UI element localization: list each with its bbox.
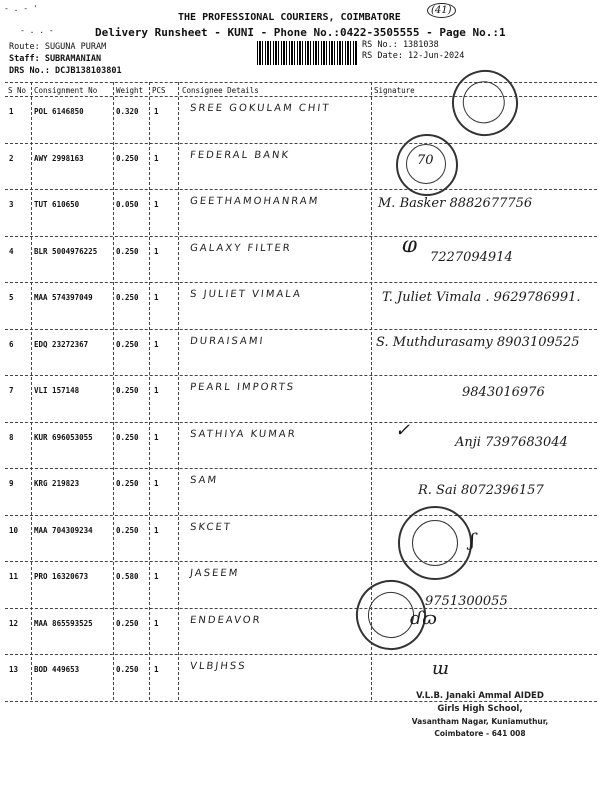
- row-weight: 0.250: [116, 339, 139, 349]
- row-consignment-no: MAA 865593525: [34, 618, 93, 628]
- page-subtitle: Delivery Runsheet - KUNI - Phone No.:0422-3505555 - Page No.:1: [95, 26, 506, 39]
- row-consignment-no: MAA 574397049: [34, 293, 93, 302]
- row-signature: 9843016976: [462, 385, 545, 400]
- row-divider: [5, 654, 597, 655]
- row-consignee: JASEEM: [189, 568, 240, 579]
- signature-scribble-icon: ɗɷ: [410, 608, 438, 629]
- row-pcs: 1: [154, 525, 159, 535]
- seal-stamp-icon: [396, 134, 458, 196]
- corner-mark: - . - ': [4, 4, 38, 13]
- row-consignment-no: TUT 610650: [34, 200, 80, 209]
- title-badge: (41): [427, 3, 456, 18]
- row-signature: Anji 7397683044: [455, 435, 568, 450]
- row-pcs: 1: [154, 386, 159, 395]
- row-consignee: S JULIET VIMALA: [189, 289, 303, 300]
- column-header-consignee: Consignee Details: [182, 86, 259, 95]
- row-weight: 0.250: [116, 153, 139, 163]
- row-weight: 0.250: [116, 246, 139, 256]
- row-signature: T. Juliet Vimala . 9629786991.: [382, 290, 581, 305]
- row-pcs: 1: [154, 432, 159, 442]
- row-consignment-no: BLR 5004976225: [34, 246, 98, 256]
- row-signature: 9751300055: [425, 594, 508, 609]
- rs-date: RS Date: 12-Jun-2024: [362, 51, 465, 61]
- row-divider: [5, 422, 597, 423]
- row-sno: 2: [9, 153, 14, 163]
- row-consignee: SATHIYA KUMAR: [189, 428, 298, 440]
- row-divider: [5, 561, 597, 562]
- column-header-consignment: Consignment No: [34, 86, 98, 95]
- row-sno: 8: [9, 432, 14, 442]
- row-divider: [5, 236, 597, 237]
- row-pcs: 1: [154, 153, 159, 163]
- row-weight: 0.250: [116, 479, 139, 488]
- row-pcs: 1: [154, 479, 159, 488]
- row-signature: S. Muthdurasamy 8903109525: [376, 335, 580, 350]
- signature-scribble-icon: ʃ: [470, 530, 475, 551]
- row-pcs: 1: [154, 293, 159, 302]
- row-sno: 4: [9, 246, 14, 256]
- row-weight: 0.250: [116, 525, 139, 535]
- row-weight: 0.250: [116, 618, 139, 628]
- row-consignment-no: POL 6146850: [34, 107, 84, 116]
- row-divider: [5, 468, 597, 469]
- signature-scribble-icon: ✓: [395, 420, 411, 441]
- row-weight: 0.580: [116, 572, 139, 581]
- school-stamp-line3: Vasantham Nagar, Kuniamuthur,: [411, 717, 549, 726]
- row-pcs: 1: [154, 246, 159, 256]
- row-sno: 3: [9, 200, 14, 209]
- column-header-sno: S No: [8, 86, 27, 95]
- row-sno: 10: [9, 525, 19, 535]
- row-consignment-no: AWY 2998163: [34, 153, 84, 163]
- row-consignee: SREE GOKULAM CHIT: [189, 103, 331, 114]
- corner-mark-2: - . . -: [20, 26, 54, 35]
- drs-number: DRS No.: DCJB138103801: [9, 66, 122, 76]
- row-consignee: VLBJHSS: [189, 661, 248, 672]
- page-title: THE PROFESSIONAL COURIERS, COIMBATORE: [178, 12, 401, 23]
- row-sno: 1: [9, 107, 14, 116]
- row-weight: 0.320: [116, 107, 139, 116]
- college-stamp-icon: [398, 506, 472, 580]
- row-divider: [5, 515, 597, 516]
- row-weight: 0.250: [116, 432, 139, 442]
- row-signature: 7227094914: [430, 250, 513, 265]
- rs-number: RS No.: 1381038: [362, 40, 439, 50]
- row-sno: 6: [9, 339, 14, 349]
- row-pcs: 1: [154, 107, 159, 116]
- column-header-pcs: PCS: [152, 86, 166, 95]
- row-pcs: 1: [154, 572, 159, 581]
- row-sno: 5: [9, 293, 14, 302]
- row-consignee: FEDERAL BANK: [189, 149, 291, 161]
- column-header-signature: Signature: [374, 86, 415, 95]
- row-divider: [5, 375, 597, 376]
- row-consignee: GALAXY FILTER: [189, 242, 293, 254]
- row-consignee: ENDEAVOR: [189, 614, 263, 626]
- signature-scribble-icon: ⱷ: [402, 233, 418, 258]
- row-weight: 0.050: [116, 200, 139, 209]
- row-consignment-no: VLI 157148: [34, 386, 80, 395]
- row-consignee: SKCET: [189, 521, 233, 533]
- school-stamp-line2: Girls High School,: [437, 704, 523, 714]
- stamp-number: 70: [417, 153, 434, 168]
- staff-label: Staff: SUBRAMANIAN: [9, 54, 102, 64]
- row-sno: 13: [9, 665, 19, 674]
- row-consignee: SAM: [189, 475, 219, 486]
- row-pcs: 1: [154, 200, 159, 209]
- barcode: [257, 41, 357, 65]
- row-divider: [5, 189, 597, 190]
- school-stamp-line4: Coimbatore - 641 008: [434, 729, 526, 738]
- row-signature: M. Basker 8882677756: [378, 196, 533, 211]
- row-divider: [5, 282, 597, 283]
- school-stamp-line1: V.L.B. Janaki Ammal AIDED: [416, 691, 544, 701]
- row-pcs: 1: [154, 339, 159, 349]
- row-consignment-no: EDQ 23272367: [34, 339, 89, 349]
- row-signature: R. Sai 8072396157: [418, 483, 544, 498]
- row-sno: 9: [9, 479, 14, 488]
- courier-stamp-icon: [445, 63, 526, 144]
- row-pcs: 1: [154, 618, 159, 628]
- row-consignment-no: KRG 219823: [34, 479, 80, 488]
- row-consignment-no: BOD 449653: [34, 665, 80, 674]
- row-consignee: DURAISAMI: [189, 335, 265, 347]
- row-divider: [5, 143, 597, 144]
- row-weight: 0.250: [116, 386, 139, 395]
- row-pcs: 1: [154, 665, 159, 674]
- row-divider: [5, 329, 597, 330]
- row-sno: 12: [9, 618, 19, 628]
- row-weight: 0.250: [116, 293, 139, 302]
- column-header-weight: Weight: [116, 86, 144, 95]
- row-consignee: PEARL IMPORTS: [189, 382, 296, 393]
- row-divider: [5, 608, 597, 609]
- row-consignment-no: PRO 16320673: [34, 572, 89, 581]
- row-sno: 7: [9, 386, 14, 395]
- row-consignment-no: MAA 704309234: [34, 525, 93, 535]
- row-consignee: GEETHAMOHANRAM: [189, 196, 320, 207]
- row-sno: 11: [9, 572, 19, 581]
- row-consignment-no: KUR 696053055: [34, 432, 93, 442]
- signature-scribble-icon: ɯ: [432, 658, 450, 679]
- row-weight: 0.250: [116, 665, 139, 674]
- route-label: Route: SUGUNA PURAM: [9, 42, 107, 52]
